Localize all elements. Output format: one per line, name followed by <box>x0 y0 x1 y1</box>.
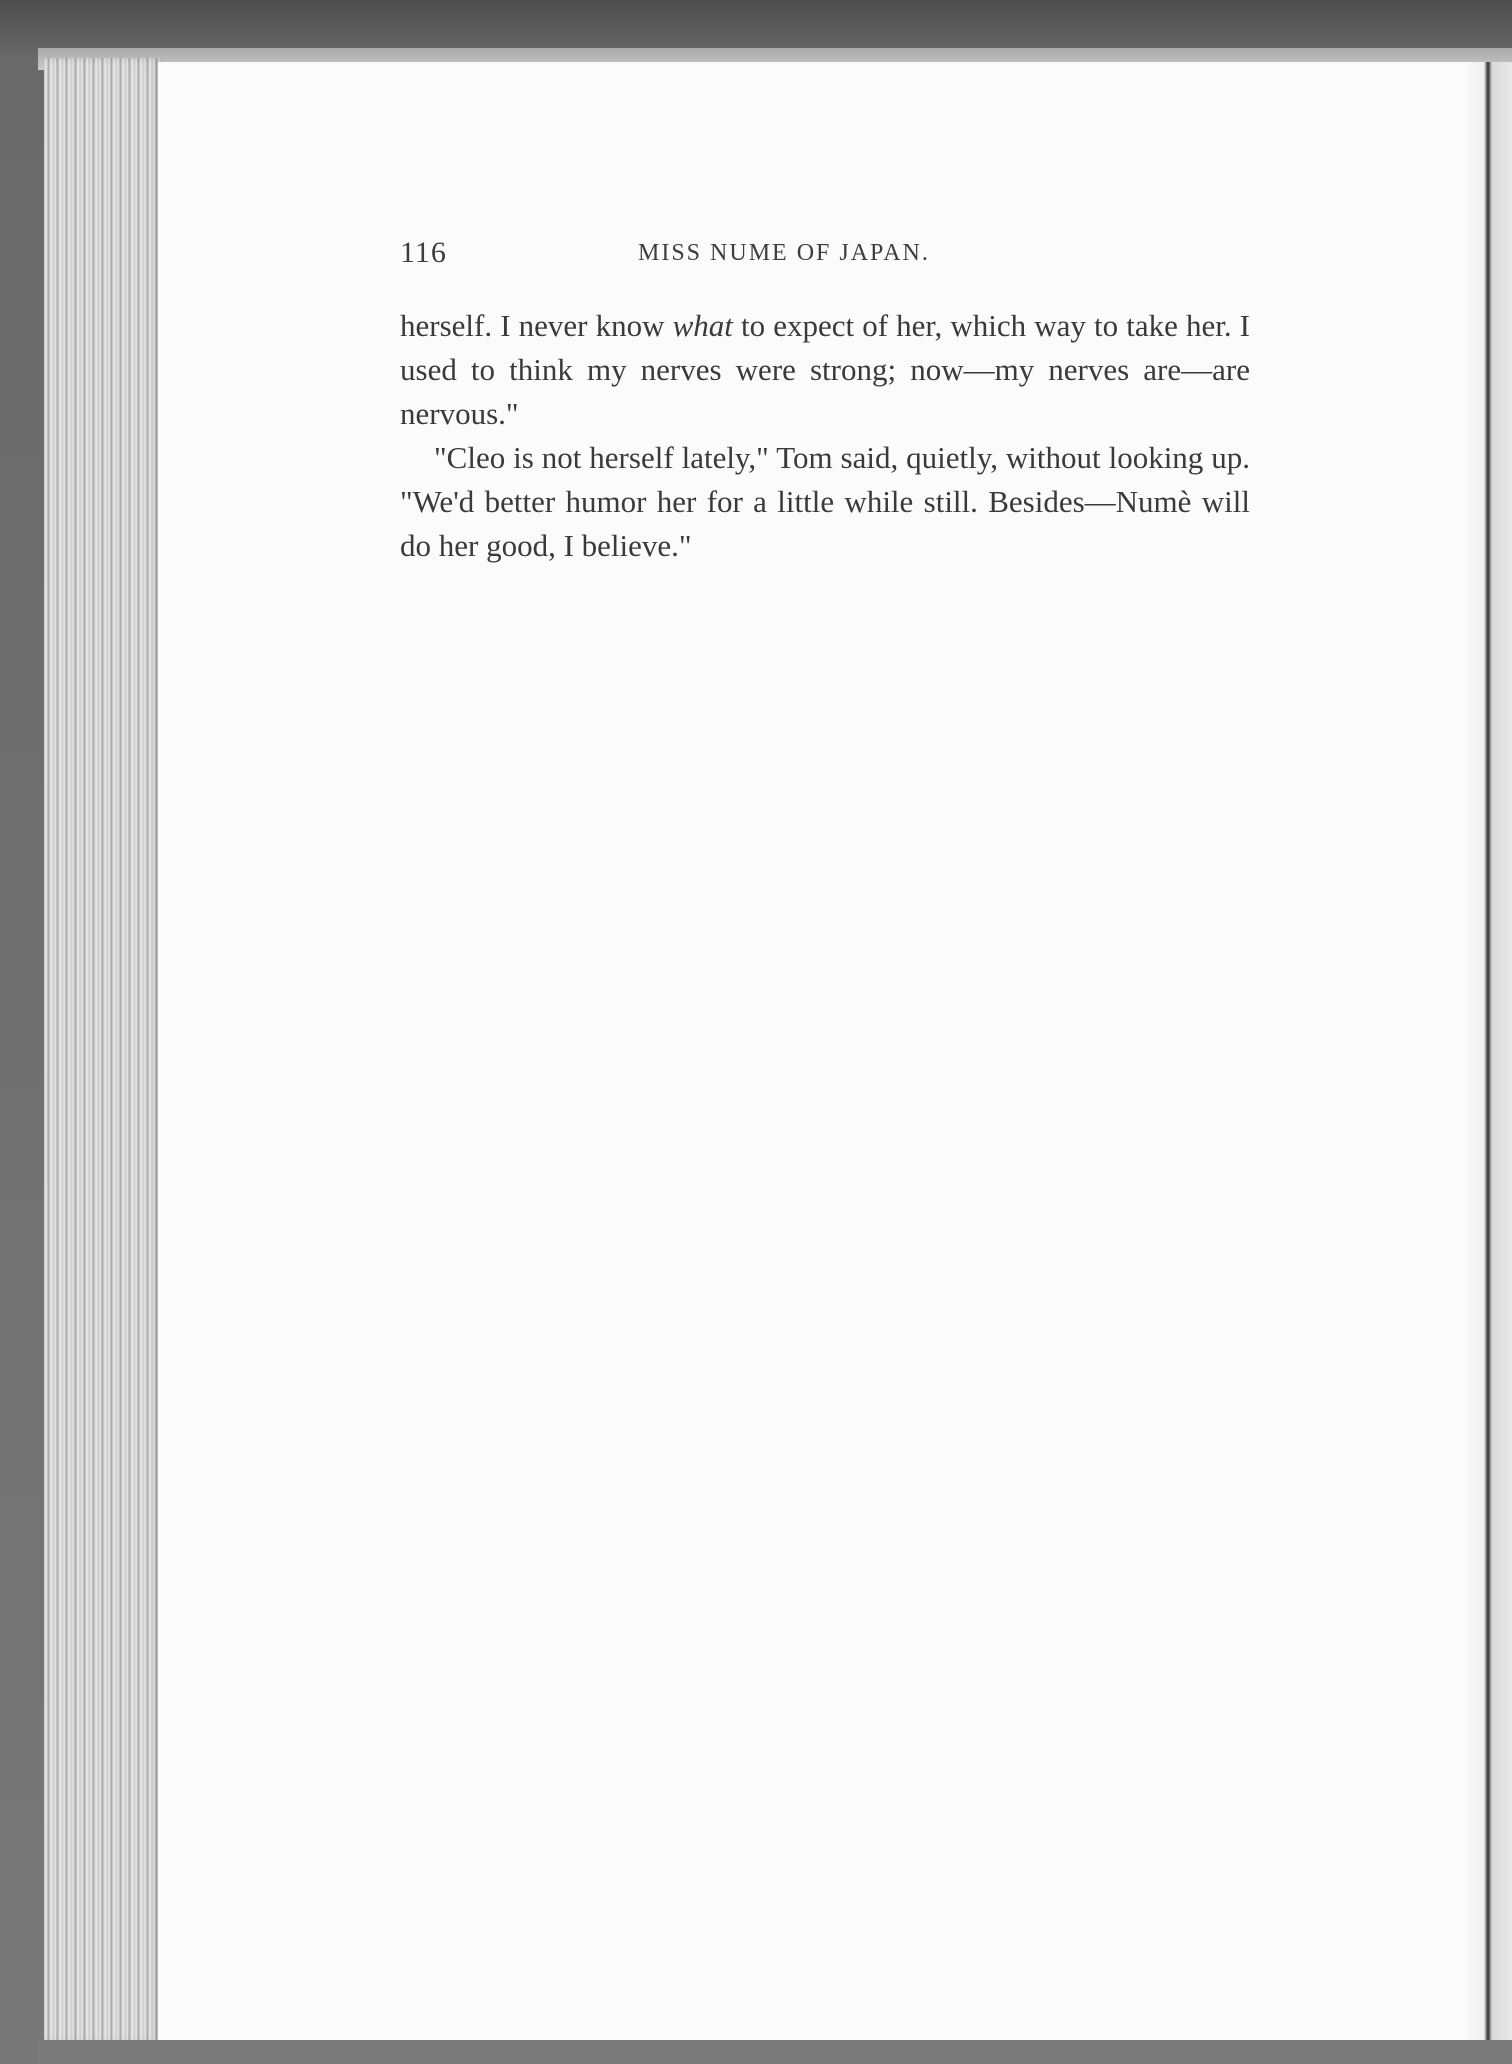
paragraph-1-text-start: herself. I never know <box>400 308 673 343</box>
book-bottom-edge <box>38 2040 1512 2064</box>
page-header <box>400 236 1250 276</box>
paragraph-2: "Cleo is not herself lately," Tom said, quietly, without looking up. "We'd better humor her for a little while still. Besides—Numè will do her good, I believe." <box>400 440 1250 563</box>
paragraph-1-text-end: to expect of her, which way to take her. I used to think my nerves were strong; now—my nerves are—are nervous." <box>400 308 1250 431</box>
page-number: 116 <box>400 236 447 269</box>
facing-page-edge <box>1468 62 1512 2040</box>
paragraph-1 <box>400 304 1250 436</box>
running-title: MISS NUME OF JAPAN. <box>638 240 930 266</box>
body-text <box>400 304 1250 568</box>
stacked-page-edges <box>44 58 162 2043</box>
emphasized-word: what <box>672 308 733 343</box>
